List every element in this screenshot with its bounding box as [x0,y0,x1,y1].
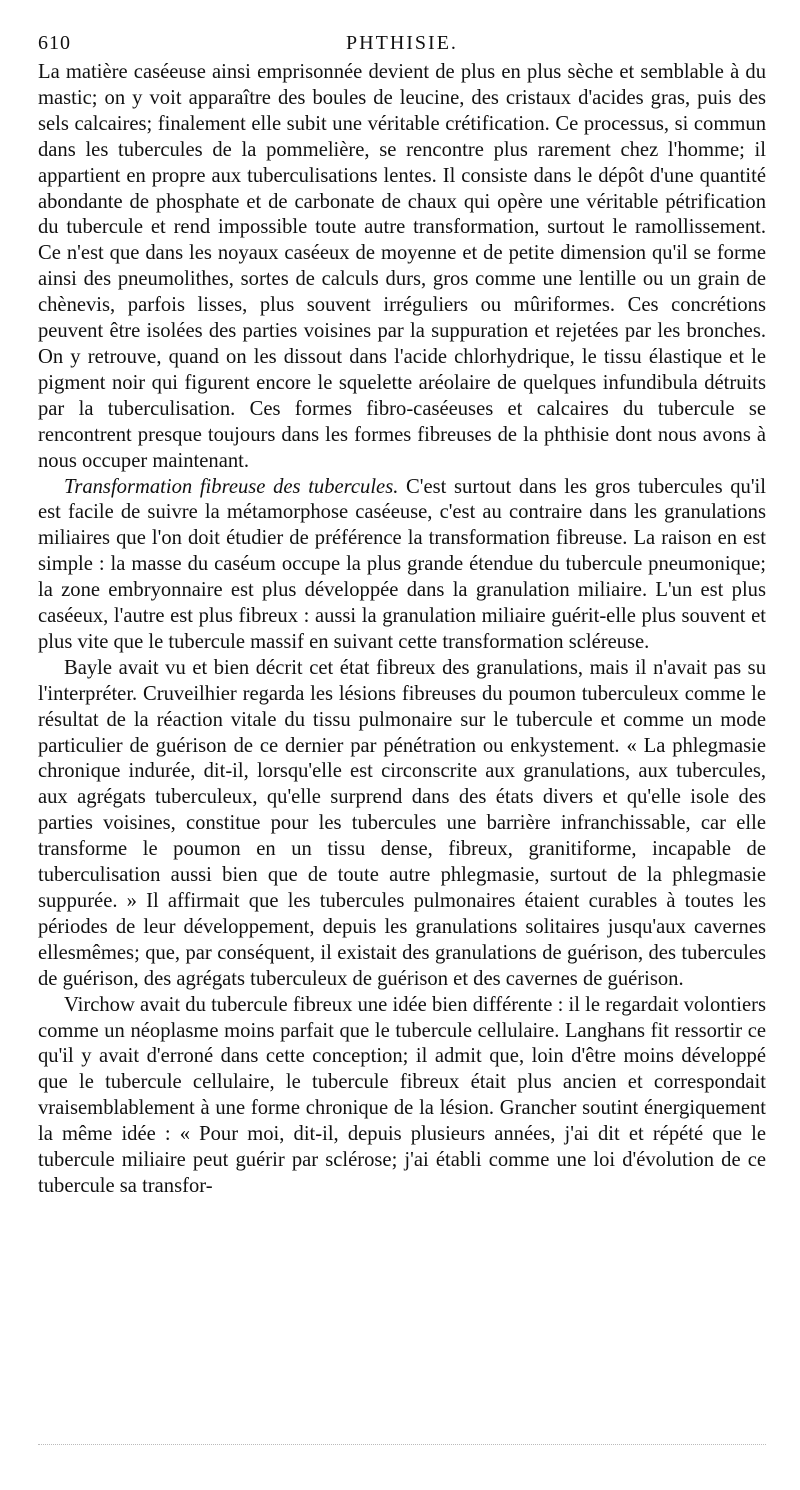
paragraph [38,993,766,1200]
paragraph [38,656,766,993]
page-header [38,28,766,60]
bottom-rule [38,1444,766,1445]
running-head: PHTHISIE. [346,32,458,54]
paragraph-text: C'est surtout dans les gros tubercules qu'il est facile de suivre la métamorphose caséeuse, c'est au contraire dans les granulations miliaires que l'on doit étudier de préférence la transformation fibreuse. La raison en est simple : la masse du caséum occupe la plus grande étendue du tubercule pneumonique; la zone embryonnaire est plus développée dans la granulation miliaire. L'un est plus caséeux, l'autre est plus fibreux : aussi la granulation miliaire guérit-elle plus souvent et plus vite que le tubercule massif en suivant cette transformation scléreuse. [38,475,766,653]
paragraph-text: La matière caséeuse ainsi emprisonnée devient de plus en plus sèche et semblable à du mastic; on y voit apparaître des boules de leucine, des cristaux d'acides gras, puis des sels calcaires; finalement elle subit une véritable crétification. Ce processus, si commun dans les tubercules de la pommelière, se rencontre plus rarement chez l'homme; il appartient en propre aux tuberculisations lentes. Il consiste dans le dépôt d'une quantité abondante de phosphate et de carbonate de chaux qui opère une véritable pétrification du tubercule et rend impossible toute autre transformation, surtout le ramollissement. Ce n'est que dans les noyaux caséeux de moyenne et de petite dimension qu'il se forme ainsi des pneumolithes, sortes de calculs durs, gros comme une lentille ou un grain de chènevis, parfois lisses, plus souvent irréguliers ou mûriformes. Ces concrétions peuvent être isolées des parties voisines par la suppuration et rejetées par les bronches. On y retrouve, quand on les dissout dans l'acide chlorhydrique, le tissu élastique et le pigment noir qui figurent encore le squelette aréolaire de quelques infundibula détruits par la tuberculisation. Ces formes fibro-caséeuses et calcaires du tubercule se rencontrent presque toujours dans les formes fibreuses de la phthisie dont nous avons à nous occuper maintenant. [38,61,766,472]
paragraph-text: Virchow avait du tubercule fibreux une idée bien différente : il le regardait volontiers comme un néoplasme moins parfait que le tubercule cellulaire. Langhans fit ressortir ce qu'il y avait d'erroné dans cette conception; il admit que, loin d'être moins développé que le tubercule cellulaire, le tubercule fibreux était plus ancien et correspondait vraisemblablement à une forme chronique de la lésion. Grancher soutint énergiquement la même idée : « Pour moi, dit-il, depuis plusieurs années, j'ai dit et répété que le tubercule miliaire peut guérir par sclérose; j'ai établi comme une loi d'évolution de ce tubercule sa transfor- [38,993,766,1197]
section-heading-inline: Transformation fibreuse des tubercules. [64,475,399,498]
paragraph-text: Bayle avait vu et bien décrit cet état fibreux des granulations, mais il n'avait pas su l'interpréter. Cruveilhier regarda les lésions fibreuses du poumon tuberculeux comme le résultat de la réaction vitale du tissu pulmonaire sur le tubercule et comme un mode particulier de guérison de ce dernier par pénétration ou enkystement. « La phlegmasie chronique indurée, dit-il, lorsqu'elle est circonscrite aux granulations, aux tubercules, aux agrégats tuberculeux, qu'elle surprend dans des états divers et qu'elle isole des parties voisines, constitue pour les tubercules une barrière infranchissable, car elle transforme le poumon en un tissu dense, fibreux, granitiforme, incapable de tuberculisation aussi bien que de toute autre phlegmasie, surtout de la phlegmasie suppurée. » Il affirmait que les tubercules pulmonaires étaient curables à toutes les périodes de leur développement, depuis les granulations solitaires jusqu'aux cavernes ellesmêmes; que, par conséquent, il existait des granulations de guérison, des tubercules de guérison, des agrégats tuberculeux de guérison et des cavernes de guérison. [38,656,766,990]
paragraph [38,60,766,475]
paragraph [38,475,766,656]
page-number: 610 [38,32,71,54]
body-text [38,60,766,1200]
